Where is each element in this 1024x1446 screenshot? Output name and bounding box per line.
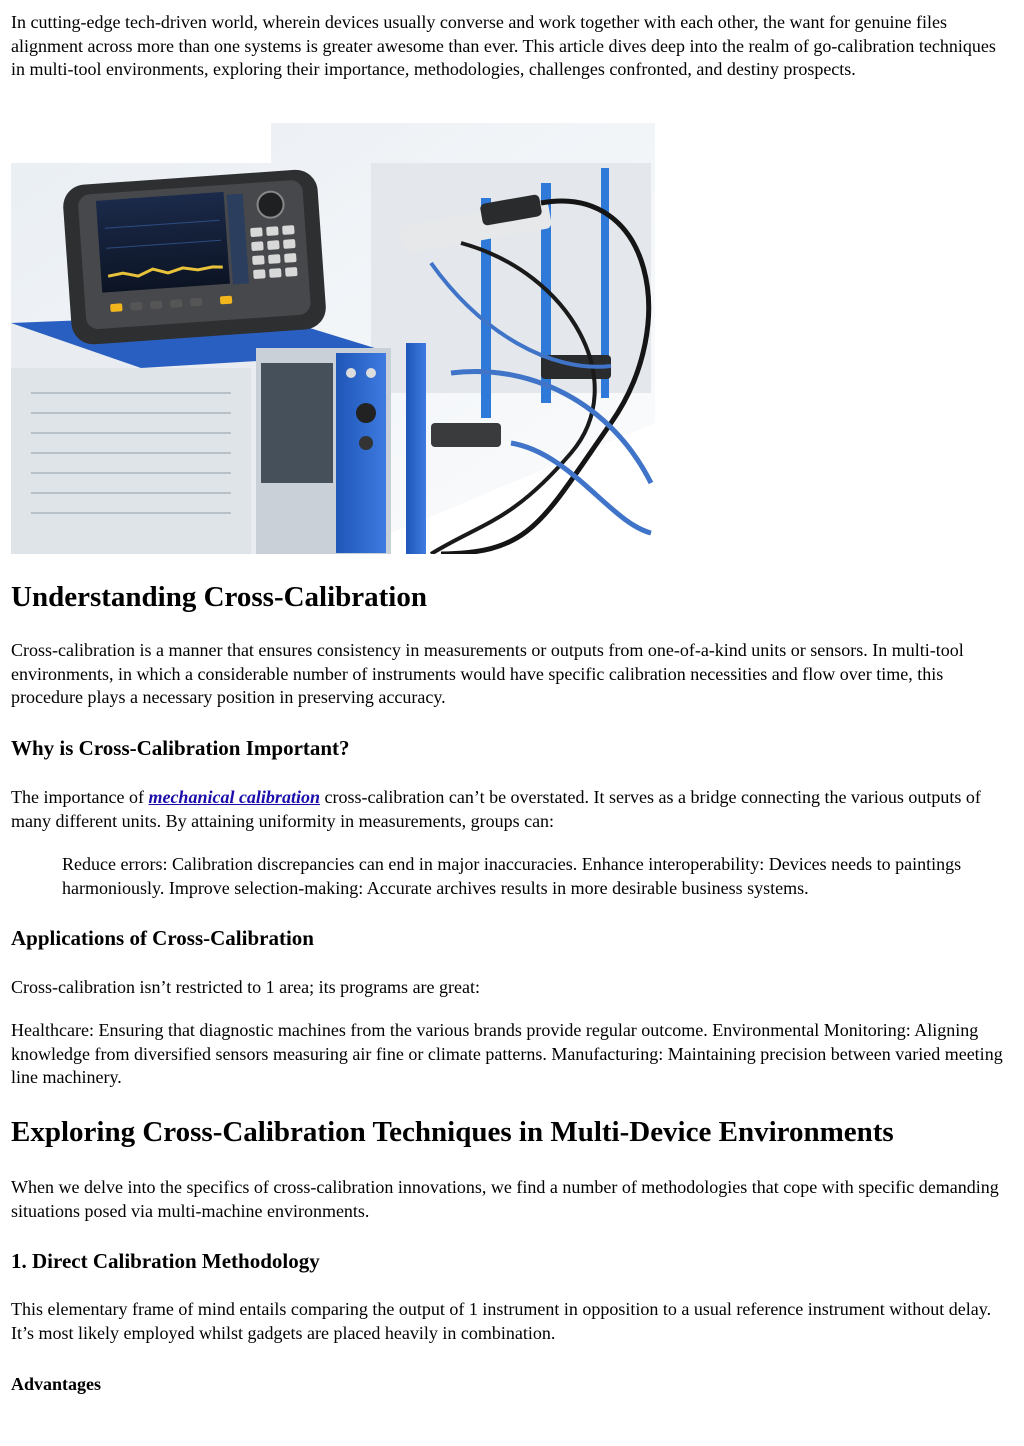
paragraph-why [11,786,1013,833]
heading-applications: Applications of Cross-Calibration [11,926,314,950]
heading-why: Why is Cross-Calibration Important? [11,736,350,760]
mechanical-calibration-link[interactable]: mechanical calibration [148,787,320,807]
paragraph-applications-intro: Cross-calibration isn’t restricted to 1 area; its programs are great: [11,977,481,997]
heading-advantages: Advantages [11,1374,102,1394]
why-text-before: The importance of [11,787,149,807]
paragraph-exploring: When we delve into the specifics of cross-calibration innovations, we find a number of methodologies that cope with specific demanding situations posed via multi-machine environments. [11,1177,999,1221]
calibration-equipment-photo [11,123,655,554]
applications-list: Healthcare: Ensuring that diagnostic machines from the various brands provide regular outcome. Environmental Monitoring: Aligning knowledge from diversified sensors measuring air fine or climate patterns. Manufacturing: Maintaining precision between varied meeting line machinery. [11,1020,1003,1087]
intro-paragraph: In cutting-edge tech-driven world, wherein devices usually converse and work together with each other, the want for genuine files alignment across more than one systems is greater awesome than ever. This article dives deep into the realm of go-calibration techniques in multi-tool environments, exploring their importance, methodologies, challenges confronted, and destiny prospects. [11,12,996,79]
paragraph-understanding: Cross-calibration is a manner that ensures consistency in measurements or outputs from one-of-a-kind units or sensors. In multi-tool environments, in which a considerable number of instruments would have specific calibration necessities and flow over time, this procedure plays a necessary position in preserving accuracy. [11,640,964,707]
heading-exploring: Exploring Cross-Calibration Techniques in Multi-Device Environments [11,1116,894,1148]
paragraph-direct-calibration: This elementary frame of mind entails comparing the output of 1 instrument in opposition to a usual reference instrument without delay. It’s most likely employed whilst gadgets are placed heavily in combination. [11,1299,992,1343]
heading-understanding: Understanding Cross-Calibration [11,581,427,613]
benefits-list: Reduce errors: Calibration discrepancies can end in major inaccuracies. Enhance interoperability: Devices needs to paintings harmoniously. Improve selection-making: Accurate archives results in more desirable business systems. [62,854,962,898]
why-text-after: cross-calibration can’t be overstated. It serves as a bridge connecting the various outputs of many different units. By attaining uniformity in measurements, groups can: [11,787,981,831]
heading-direct-calibration: 1. Direct Calibration Methodology [11,1249,320,1273]
